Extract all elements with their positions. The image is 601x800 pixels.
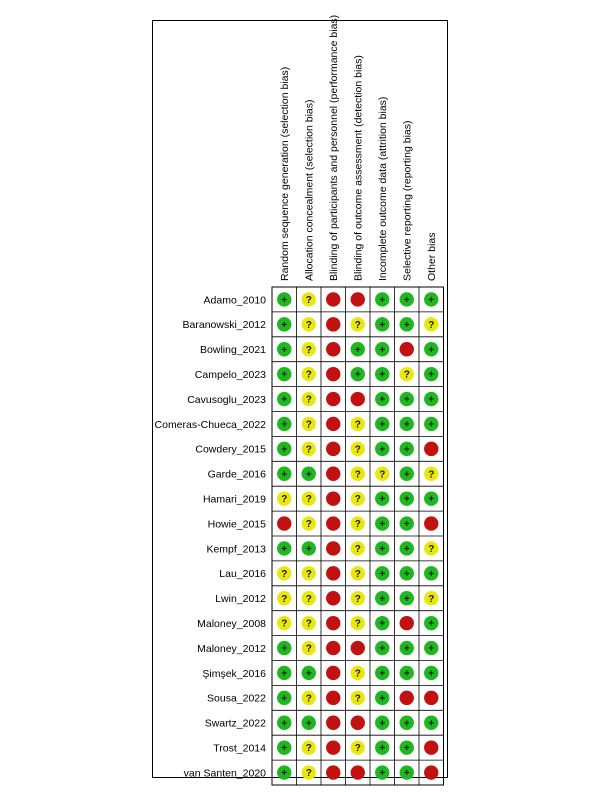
rating-symbol: ? <box>305 519 312 531</box>
rating-symbol: + <box>379 369 386 381</box>
rating-symbol: ? <box>305 319 312 331</box>
rating-symbol: + <box>428 394 435 406</box>
rating-symbol: + <box>403 419 410 431</box>
rating-symbol: + <box>403 519 410 531</box>
domain-header-7: Other bias <box>425 232 438 281</box>
rating-high-mark <box>326 740 340 754</box>
domain-headers <box>279 15 438 281</box>
rating-symbol: ? <box>305 743 312 755</box>
rating-symbol: ? <box>354 494 361 506</box>
study-label: Sousa_2022 <box>207 692 266 705</box>
rating-high-mark <box>424 516 438 530</box>
study-label: Hamari_2019 <box>202 493 266 506</box>
rating-symbol: + <box>403 319 410 331</box>
rating-high-mark <box>351 392 365 406</box>
rating-symbol: + <box>281 543 288 555</box>
rating-high-mark <box>351 292 365 306</box>
rating-symbol: + <box>354 369 361 381</box>
rating-high-mark <box>326 417 340 431</box>
rating-symbol: ? <box>281 618 288 630</box>
study-label: Maloney_2008 <box>197 617 266 630</box>
rating-symbol: + <box>379 643 386 655</box>
rating-symbol: ? <box>305 643 312 655</box>
rating-symbol: + <box>281 718 288 730</box>
rating-symbol: + <box>379 718 386 730</box>
rating-symbol: + <box>379 444 386 456</box>
rating-symbol: ? <box>305 394 312 406</box>
rating-symbol: + <box>428 643 435 655</box>
rating-symbol: ? <box>305 344 312 356</box>
rating-symbol: + <box>354 344 361 356</box>
study-label: Lau_2016 <box>219 568 266 581</box>
rating-symbol: + <box>379 319 386 331</box>
rating-high-mark <box>326 666 340 680</box>
rating-high-mark <box>326 641 340 655</box>
rating-symbol: + <box>428 668 435 680</box>
study-label: Adamo_2010 <box>203 294 266 307</box>
rating-symbol: + <box>281 294 288 306</box>
domain-header-6: Selective reporting (reporting bias) <box>401 120 414 281</box>
rating-symbol: ? <box>428 543 435 555</box>
rating-symbol: ? <box>354 469 361 481</box>
rating-symbol: ? <box>354 444 361 456</box>
rating-symbol: ? <box>305 294 312 306</box>
rating-symbol: + <box>379 494 386 506</box>
rating-symbol: ? <box>305 419 312 431</box>
rating-high-mark <box>326 392 340 406</box>
rating-symbol: ? <box>354 419 361 431</box>
rating-high-mark <box>326 566 340 580</box>
study-label: Kempf_2013 <box>206 543 266 556</box>
rating-symbol: + <box>379 344 386 356</box>
rating-symbol: + <box>379 294 386 306</box>
rating-symbol: + <box>281 394 288 406</box>
rating-symbol: + <box>428 618 435 630</box>
rating-symbol: + <box>305 668 312 680</box>
study-label: Bowling_2021 <box>200 344 266 357</box>
rating-high-mark <box>424 691 438 705</box>
rating-symbol: ? <box>428 319 435 331</box>
rating-grid <box>272 287 444 785</box>
rating-symbol: ? <box>305 593 312 605</box>
rating-symbol: ? <box>281 593 288 605</box>
rating-symbol: + <box>305 543 312 555</box>
rating-high-mark <box>424 740 438 754</box>
study-label: Campelo_2023 <box>194 368 266 381</box>
study-labels <box>155 294 267 779</box>
rating-high-mark <box>326 491 340 505</box>
study-label: Swartz_2022 <box>204 717 266 730</box>
rating-symbol: + <box>281 419 288 431</box>
rating-high-mark <box>326 716 340 730</box>
rating-symbol: + <box>281 743 288 755</box>
study-label: Trost_2014 <box>213 742 266 755</box>
rating-high-mark <box>326 591 340 605</box>
rating-symbol: + <box>281 444 288 456</box>
domain-header-4: Blinding of outcome assessment (detection bias) <box>352 55 365 281</box>
rating-symbol: ? <box>354 568 361 580</box>
rating-symbol: + <box>281 319 288 331</box>
study-label: Garde_2016 <box>207 468 266 481</box>
study-label: van Santen_2020 <box>183 767 266 780</box>
rating-high-mark <box>326 467 340 481</box>
rating-symbol: + <box>428 344 435 356</box>
domain-header-5: Incomplete outcome data (attrition bias) <box>376 96 389 281</box>
rating-symbol: + <box>403 469 410 481</box>
study-label: Cowdery_2015 <box>195 443 266 456</box>
rating-symbol: + <box>281 693 288 705</box>
rating-high-mark <box>351 716 365 730</box>
rating-symbol: + <box>428 419 435 431</box>
rating-symbol: + <box>379 543 386 555</box>
rating-symbol: + <box>403 768 410 780</box>
rating-symbol: ? <box>305 693 312 705</box>
rating-symbol: ? <box>305 568 312 580</box>
study-label: Baranowski_2012 <box>182 319 266 332</box>
rating-symbol: + <box>379 618 386 630</box>
domain-header-1: Random sequence generation (selection bias) <box>278 66 291 281</box>
rating-symbol: ? <box>354 319 361 331</box>
rating-symbol: + <box>403 444 410 456</box>
rating-symbol: + <box>281 643 288 655</box>
rating-symbol: ? <box>354 743 361 755</box>
domain-header-3: Blinding of participants and personnel (performance bias) <box>327 14 340 281</box>
rating-symbol: ? <box>354 543 361 555</box>
rating-symbol: + <box>281 668 288 680</box>
study-label: Cavusoglu_2023 <box>187 393 266 406</box>
rating-symbol: ? <box>305 768 312 780</box>
rating-symbol: + <box>379 394 386 406</box>
rating-symbol: + <box>281 469 288 481</box>
rating-high-mark <box>277 516 291 530</box>
rating-symbol: ? <box>428 469 435 481</box>
study-label: Lwin_2012 <box>215 593 266 606</box>
domain-header-2: Allocation concealment (selection bias) <box>303 99 316 281</box>
study-label: Şimşek_2016 <box>202 667 266 680</box>
rating-high-mark <box>326 541 340 555</box>
rating-symbol: + <box>428 568 435 580</box>
rating-symbol: ? <box>354 618 361 630</box>
rating-symbol: + <box>379 519 386 531</box>
rating-high-mark <box>400 616 414 630</box>
rating-high-mark <box>326 765 340 779</box>
rating-high-mark <box>326 616 340 630</box>
rating-symbol: + <box>403 294 410 306</box>
rating-symbol: + <box>403 494 410 506</box>
rating-symbol: + <box>403 543 410 555</box>
rating-high-mark <box>351 765 365 779</box>
rating-symbol: + <box>379 693 386 705</box>
rating-symbol: + <box>428 369 435 381</box>
rating-high-mark <box>326 292 340 306</box>
rating-symbol: ? <box>281 568 288 580</box>
rating-symbol: ? <box>354 668 361 680</box>
rating-high-mark <box>326 317 340 331</box>
rating-symbol: + <box>379 668 386 680</box>
rating-symbol: + <box>403 394 410 406</box>
rating-high-mark <box>424 442 438 456</box>
rating-symbol: + <box>428 718 435 730</box>
rating-symbol: + <box>281 768 288 780</box>
study-label: Maloney_2012 <box>197 642 266 655</box>
rating-symbol: ? <box>305 444 312 456</box>
rating-symbol: + <box>403 743 410 755</box>
rating-high-mark <box>326 516 340 530</box>
rating-symbol: ? <box>281 494 288 506</box>
rating-symbol: + <box>403 668 410 680</box>
rating-symbol: + <box>379 768 386 780</box>
rating-symbol: + <box>428 494 435 506</box>
rating-symbol: + <box>403 718 410 730</box>
rating-symbol: + <box>379 743 386 755</box>
rating-symbol: ? <box>354 519 361 531</box>
rating-symbol: + <box>403 568 410 580</box>
rating-symbol: ? <box>379 469 386 481</box>
rating-symbol: + <box>281 344 288 356</box>
rating-high-mark <box>326 367 340 381</box>
study-label: Comeras-Chueca_2022 <box>154 418 266 431</box>
rating-symbol: + <box>305 469 312 481</box>
rating-symbol: ? <box>305 618 312 630</box>
rating-symbol: + <box>379 568 386 580</box>
study-label: Howie_2015 <box>207 518 266 531</box>
rating-symbol: + <box>281 369 288 381</box>
rating-symbol: + <box>428 294 435 306</box>
rating-high-mark <box>326 691 340 705</box>
rating-high-mark <box>326 442 340 456</box>
rating-high-mark <box>351 641 365 655</box>
rating-high-mark <box>400 342 414 356</box>
rating-symbol: + <box>305 718 312 730</box>
rating-symbol: ? <box>305 494 312 506</box>
rating-high-mark <box>424 765 438 779</box>
rating-high-mark <box>326 342 340 356</box>
rating-symbol: + <box>403 593 410 605</box>
rating-symbol: ? <box>428 593 435 605</box>
rating-symbol: + <box>379 593 386 605</box>
rating-symbol: + <box>379 419 386 431</box>
rating-high-mark <box>400 691 414 705</box>
rating-symbol: ? <box>403 369 410 381</box>
rating-symbol: ? <box>354 593 361 605</box>
rating-symbol: ? <box>305 369 312 381</box>
rating-symbol: + <box>403 643 410 655</box>
rating-symbol: ? <box>354 693 361 705</box>
